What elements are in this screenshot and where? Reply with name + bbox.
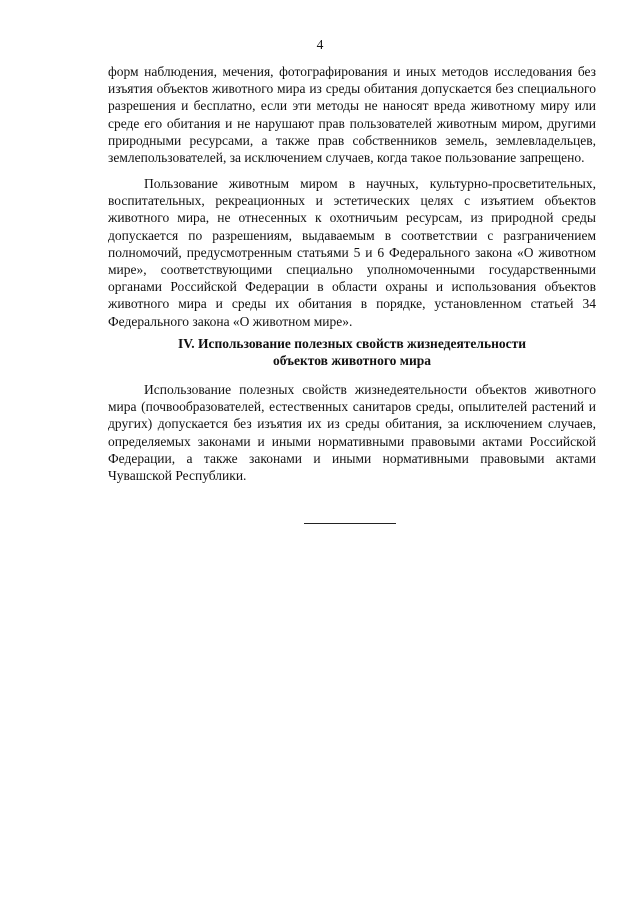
section-heading-line-1: IV. Использование полезных свойств жизнедеятельности [177, 336, 527, 351]
end-of-document-rule [304, 523, 396, 524]
section-heading-iv [108, 335, 596, 369]
paragraph-continued: форм наблюдения, мечения, фотографирования и иных методов исследования без изъятия объектов животного мира из среды обитания допускается без специального разрешения и бесплатно, если эти методы не наносят вреда животному миру или среде его обитания и не нарушают прав пользователей животным миром, другими природными ресурсами, а также прав собственников земель, землевладельцев, землепользователей, за исключением случаев, когда такое пользование запрещено. [108, 64, 596, 166]
paragraph-section-iv-body: Использование полезных свойств жизнедеятельности объектов животного мира (почвообразователей, естественных санитаров среды, опылителей растений и других) допускается без изъятия их из среды обитания, за исключением случаев, определяемых законами и иными нормативными правовыми актами Российской Федерации, а также законами и иными нормативными правовыми актами Чувашской Республики. [108, 382, 596, 484]
page-number: 4 [316, 37, 324, 52]
paragraph-scientific-use: Пользование животным миром в научных, культурно-просветительных, воспитательных, рекреационных и эстетических целях с изъятием объектов животного мира, не отнесенных к охотничьим ресурсам, из природной среды допускается по разрешениям, выдаваемым в соответствии с разграничением полномочий, предусмотренным статьями 5 и 6 Федерального закона «О животном мире», соответствующими специально уполномоченными государственными органами Российской Федерации в области охраны и использования объектов животного мира и среды их обитания в порядке, установленном статьей 34 Федерального закона «О животном мире». [108, 176, 596, 329]
section-heading-line-2: объектов животного мира [273, 353, 431, 369]
